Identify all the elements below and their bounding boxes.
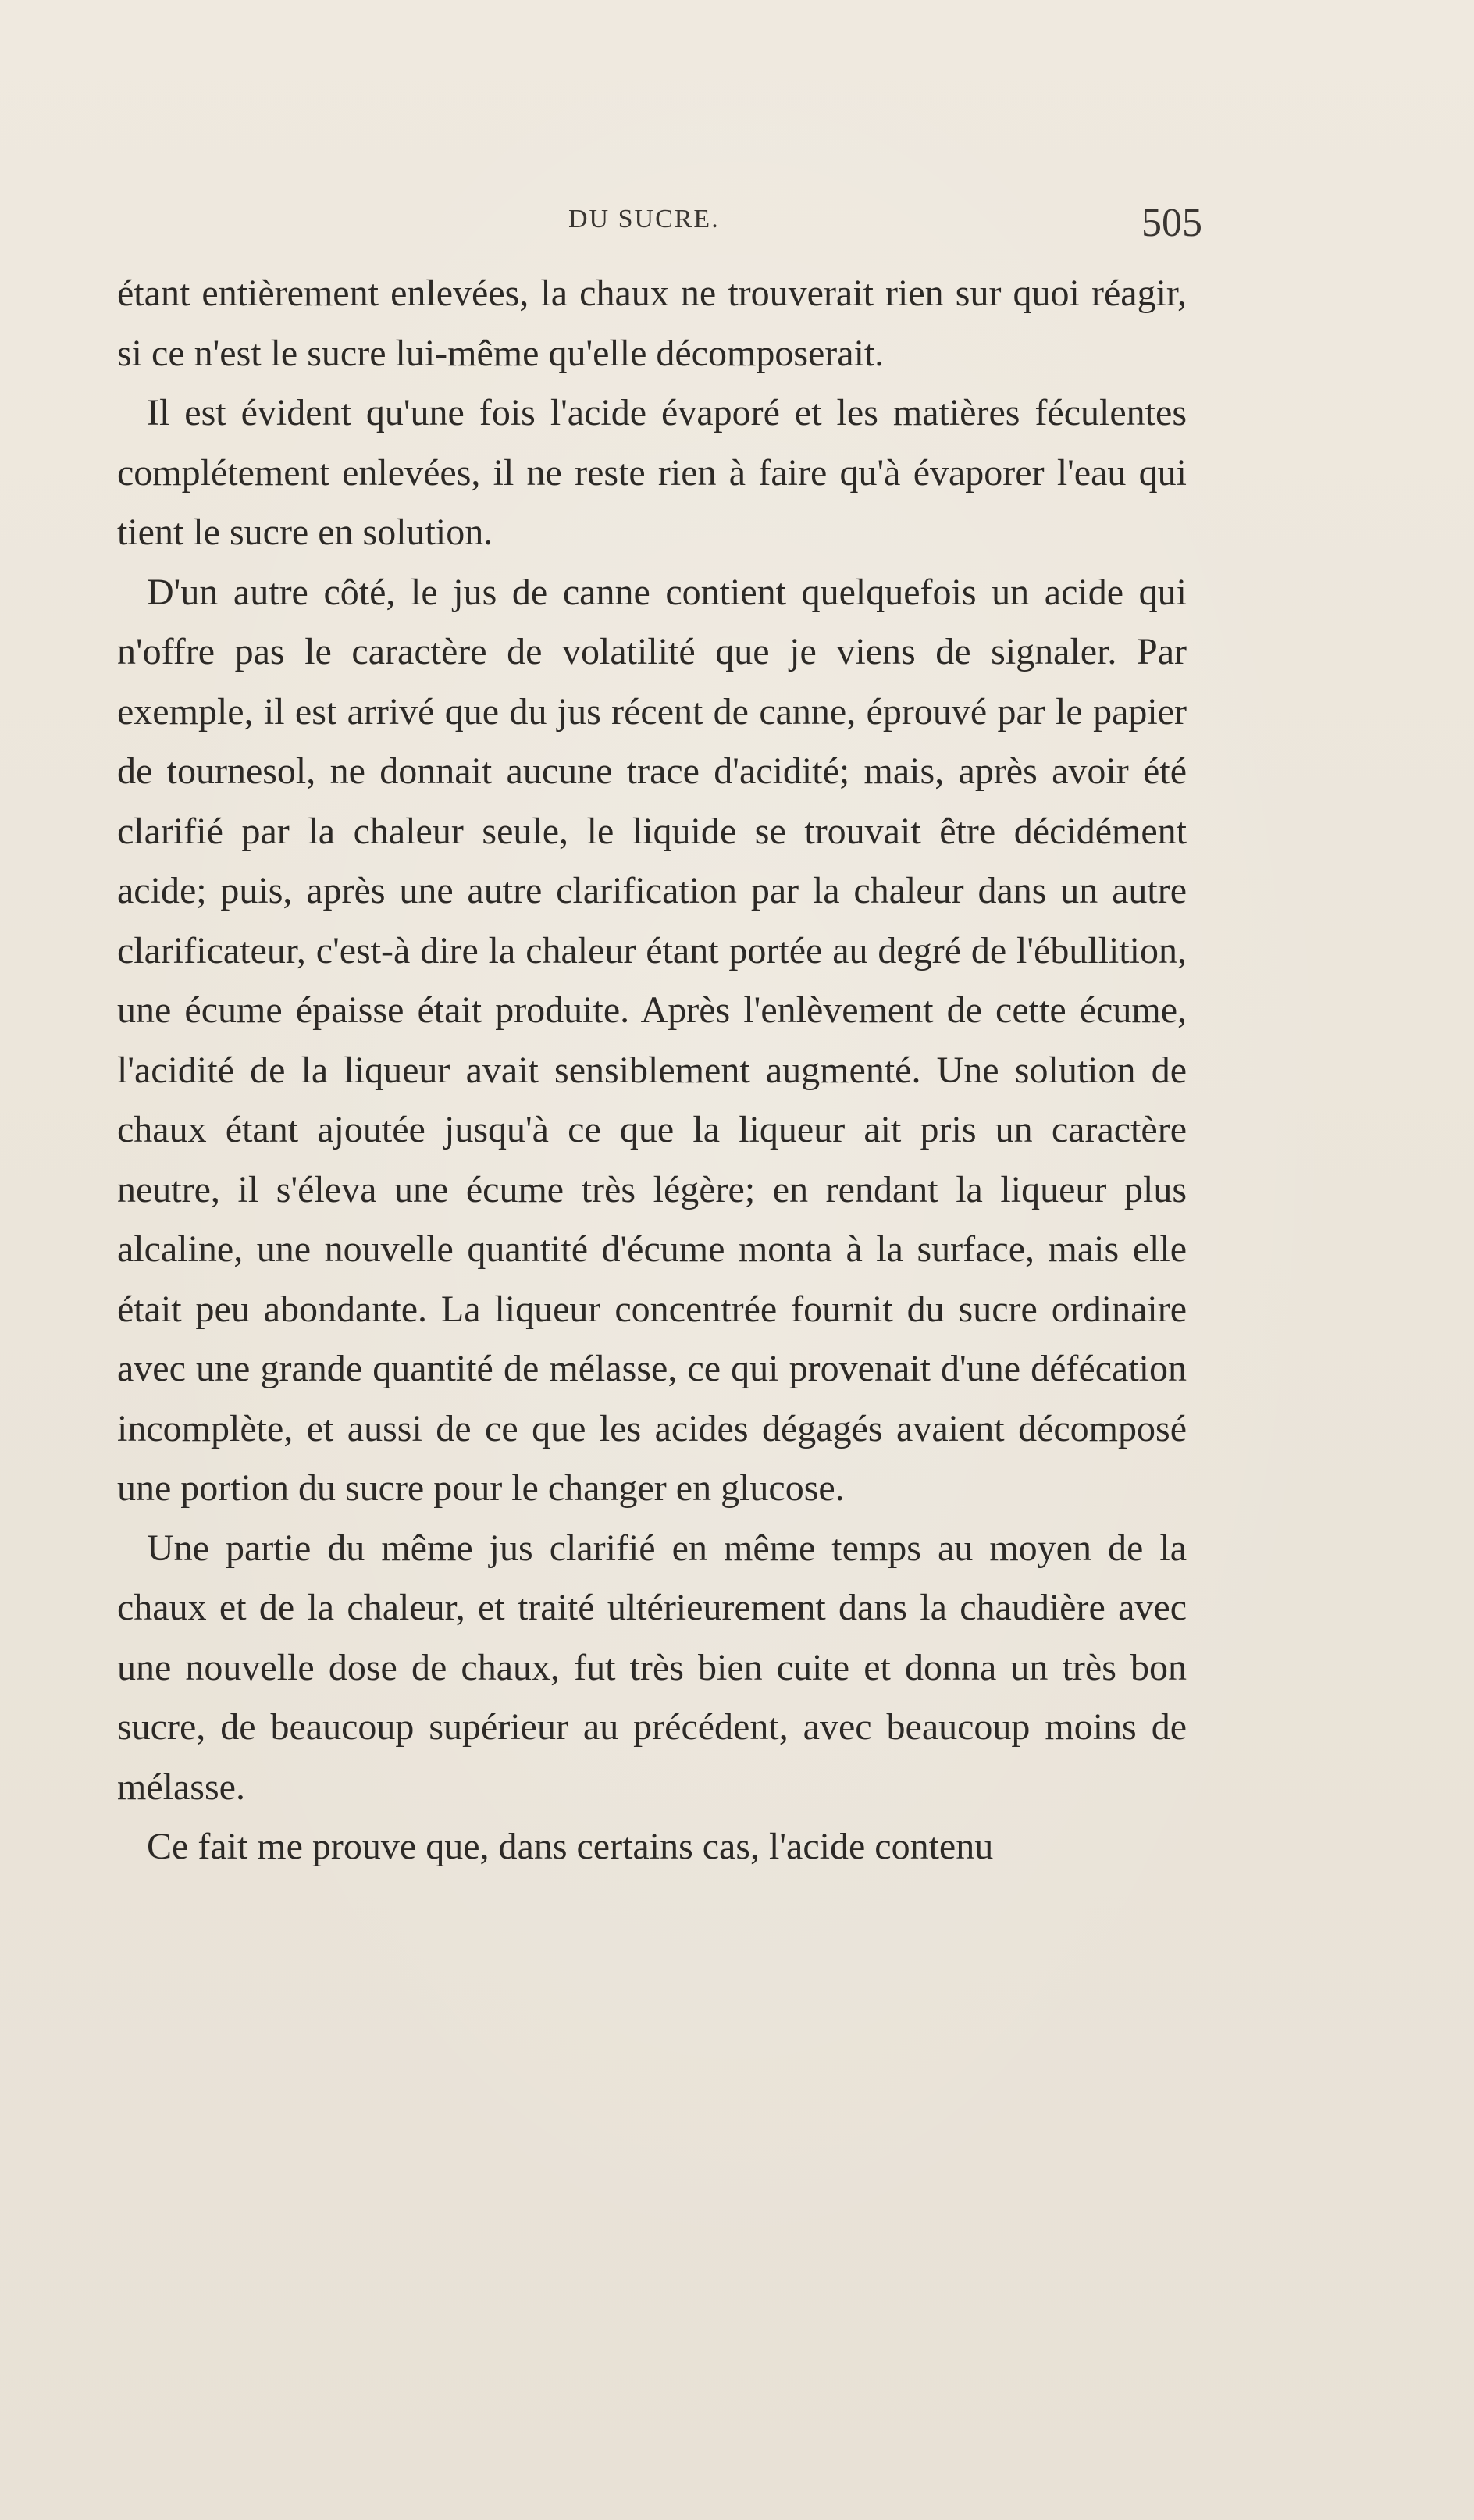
paragraph: D'un autre côté, le jus de canne contient quelquefois un acide qui n'offre pas le caractère de volatilité que je viens de signaler. Par exemple, il est arrivé que du jus récent de canne, éprouvé par le papier de tournesol, ne donnait aucune trace d'acidité; mais, après avoir été clarifié par la chaleur seule, le liquide se trouvait être décidément acide; puis, après une autre clarification par la chaleur dans un autre clarificateur, c'est-à dire la chaleur étant portée au degré de l'ébullition, une écume épaisse était produite. Après l'enlèvement de cette écume, l'acidité de la liqueur avait sensiblement augmenté. Une solution de chaux étant ajoutée jusqu'à ce que la liqueur ait pris un caractère neutre, il s'éleva une écume très légère; en rendant la liqueur plus alcaline, une nouvelle quantité d'écume monta à la surface, mais elle était peu abondante. La liqueur concentrée fournit du sucre ordinaire avec une grande quantité de mélasse, ce qui provenait d'une défécation incomplète, et aussi de ce que les acides dégagés avaient décomposé une portion du sucre pour le changer en glucose. [117,571,1187,1509]
body-text [117,264,1187,1877]
paragraph-continuation: étant entièrement enlevées, la chaux ne trouverait rien sur quoi réagir, si ce n'est le sucre lui-même qu'elle décomposerait. [117,273,1187,374]
paragraph: Une partie du même jus clarifié en même temps au moyen de la chaux et de la chaleur, et traité ultérieurement dans la chaudière avec une nouvelle dose de chaux, fut très bien cuite et donna un très bon sucre, de beaucoup supérieur au précédent, avec beaucoup moins de mélasse. [117,1527,1187,1808]
paragraph: Ce fait me prouve que, dans certains cas, l'acide contenu [147,1826,994,1867]
page-number: 505 [1141,201,1202,245]
paragraph: Il est évident qu'une fois l'acide évaporé et les matières féculentes complétement enlevées, il ne reste rien à faire qu'à évaporer l'eau qui tient le sucre en solution. [117,392,1187,553]
running-title: DU SUCRE. [568,205,720,233]
running-header [117,194,1202,245]
